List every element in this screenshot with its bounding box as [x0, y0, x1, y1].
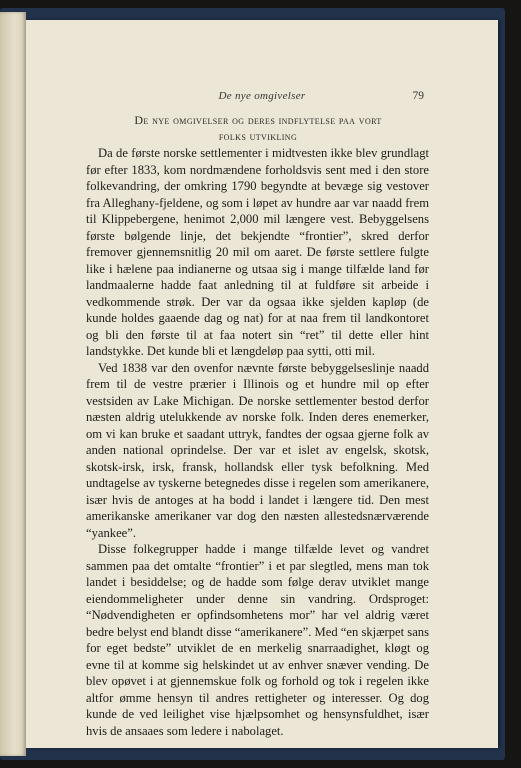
chapter-heading-line-2: folks utvikling: [218, 129, 298, 143]
chapter-heading: [82, 112, 434, 144]
running-head: De nye omgivelser: [218, 90, 306, 102]
book-page: [26, 20, 498, 748]
body-text: [86, 145, 429, 739]
page-number: 79: [412, 90, 424, 102]
facing-page-edge: [0, 12, 26, 756]
chapter-heading-line-1: De nye omgivelser og deres indflytelse paa vort: [134, 113, 382, 127]
page-header: [26, 90, 498, 106]
paragraph: Disse folkegrupper hadde i mange tilfælde levet og vandret sammen paa det omtalte “frontier” i et par slegtled, mens man tok landet i besiddelse; og de hadde som følge derav utviklet mange eiendommeligheter under denne sin vandring. Ordsproget: “Nødvendigheten er opfindsomhetens mor” har vel aldrig været bedre belyst end blandt disse “amerikanere”. Med “en skjærpet sans for eget bedste” utviklet de en merkelig snarraadighet, kløgt og evne til at komme sig helskindet ut av enhver snæver vending. De blev opøvet i at gjennemskue folk og forhold og tok i regelen ikke altfor ømme hensyn til andres rettigheter og interesser. Og dog kunde de ved leilighet vise hjælpsomhet og hensynsfuldhet, især hvis de ansaaes som ledere i nabolaget.: [86, 542, 429, 738]
paragraph: Ved 1838 var den ovenfor nævnte første bebyggelseslinje naadd frem til de vestre prærier i Illinois og et hundre mil op efter vestsiden av Lake Michigan. De norske settlementer bestod derfor næsten aldrig utelukkende av norske folk. Inden deres enemerker, om vi kan bruke et saadant uttryk, fandtes der ogsaa gjerne folk av anden national oprindelse. Der var et islet av engelsk, skotsk, skotsk-irsk, irsk, fransk, hollandsk eller tysk befolkning. Med undtagelse av tyskerne betegnedes disse i regelen som amerikanere, især hvis de antoges at ha bodd i landet i længere tid. Den mest amerikanske amerikaner var dog den næsten allestedsnærværende “yankee”.: [86, 360, 429, 540]
paragraph: Da de første norske settlementer i midtvesten ikke blev grundlagt før efter 1833, kom nordmændene forholdsvis sent med i den store folkevandring, der omkring 1790 begyndte at bevæge sig vestover fra Alleghany-fjeldene, og som i løpet av hundre aar var naadd frem til Klippebergene, henimot 2,000 mil længere vest. Bebyggelsens første bølgende linje, det bekjendte “frontier”, skred derfor fremover gjennemsnitlig 20 mil om aaret. De første settlere fulgte like i hælene paa indianerne og utsaa sig i mange tilfælde land før landmaalerne hadde faat anledning til at fuldføre sit arbeide i vedkommende strøk. Der var da ogsaa ikke sjelden kapløp (de kunde holdes gaaende dag og nat) for at naa frem til landkontoret og bli den første til at faa notert sin “ret” til dette eller hint landstykke. Det kunde bli et længdeløp paa sytti, otti mil.: [86, 146, 429, 358]
